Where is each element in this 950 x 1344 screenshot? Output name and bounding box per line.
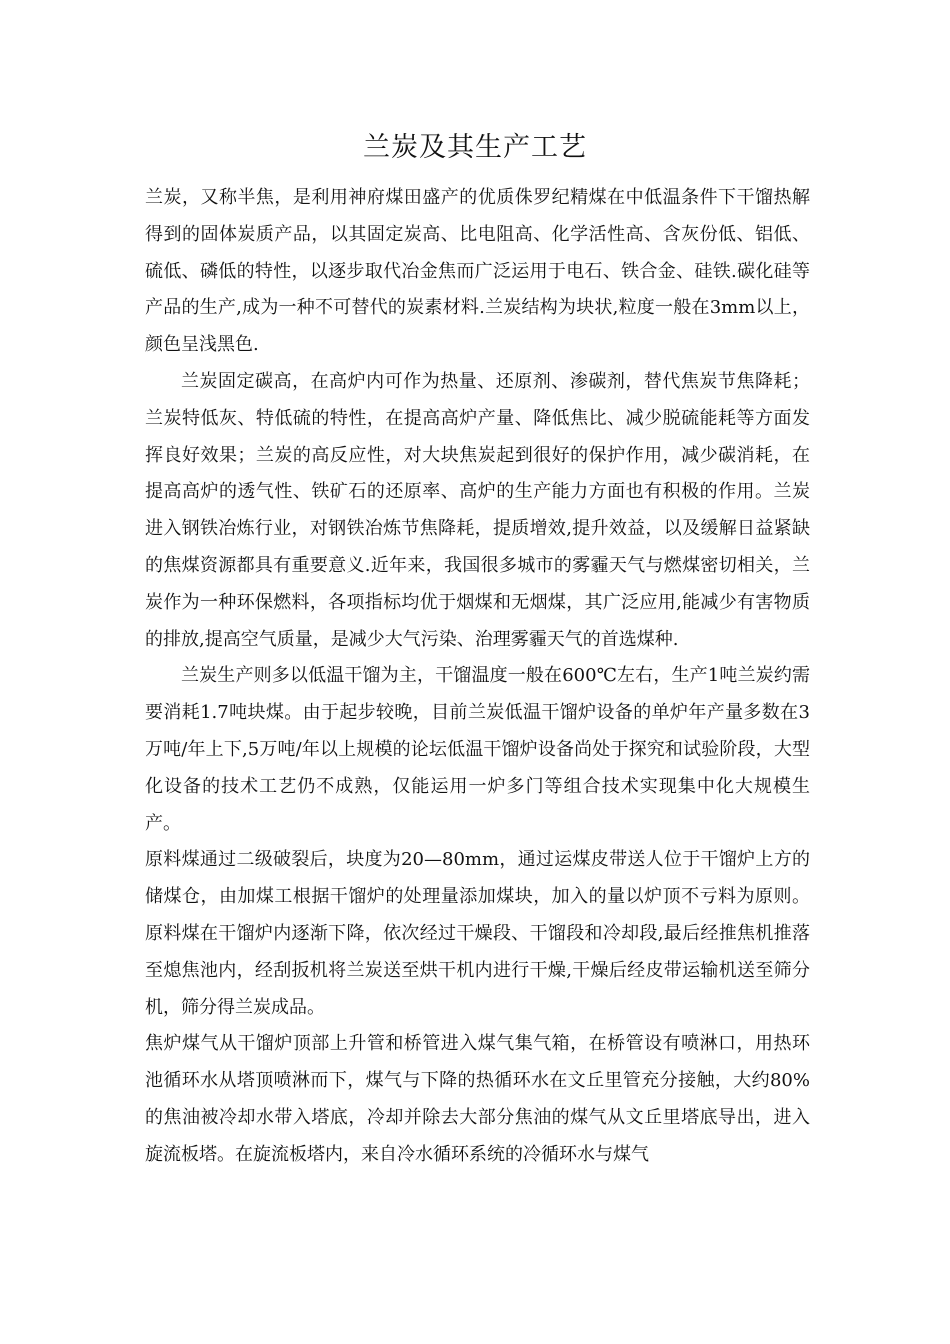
paragraph-raw-coal-process: 原料煤通过二级破裂后，块度为20—80mm，通过运煤皮带送人位于干馏炉上方的储煤仓，由加煤工根据干馏炉的处理量添加煤块，加入的量以炉顶不亏料为原则。原料煤在干馏炉内逐渐下降，依次经过干燥段、干馏段和冷却段,最后经推焦机推落至熄焦池内，经刮扳机将兰炭送至烘干机内进行干燥,干燥后经皮带运输机送至筛分机，筛分得兰炭成品。 [145,849,810,1018]
paragraph-coke-oven-gas: 焦炉煤气从干馏炉顶部上升管和桥管进入煤气集气箱，在桥管设有喷淋口，用热环池循环水从塔顶喷淋而下，煤气与下降的热循环水在文丘里管充分接触，大约80%的焦油被冷却水带入塔底，冷却并除去大部分焦油的煤气从文丘里塔底导出，进入旋流板塔。在旋流板塔内，来自冷水循环系统的冷循环水与煤气 [145,1033,810,1165]
paragraph-intro: 兰炭，又称半焦，是利用神府煤田盛产的优质侏罗纪精煤在中低温条件下干馏热解得到的固体炭质产品，以其固定炭高、比电阻高、化学活性高、含灰份低、铝低、硫低、磷低的特性，以逐步取代冶金焦而广泛运用于电石、铁合金、硅铁.碳化硅等产品的生产,成为一种不可替代的炭素材料.兰炭结构为块状,粒度一般在3mm以上，颜色呈浅黑色. [145,187,810,356]
document-body [145,180,810,1174]
paragraph-production: 兰炭生产则多以低温干馏为主，干馏温度一般在600℃左右，生产1吨兰炭约需要消耗1.7吨块煤。由于起步较晚，目前兰炭低温干馏炉设备的单炉年产量多数在3万吨/年上下,5万吨/年以上规模的论坛低温干馏炉设备尚处于探究和试验阶段，大型化设备的技术工艺仍不成熟，仅能运用一炉多门等组合技术实现集中化大规模生产。 [145,665,810,834]
document-title: 兰炭及其生产工艺 [363,132,587,163]
paragraph-properties: 兰炭固定碳高，在高炉内可作为热量、还原剂、渗碳剂，替代焦炭节焦降耗；兰炭特低灰、特低硫的特性，在提高高炉产量、降低焦比、减少脱硫能耗等方面发挥良好效果；兰炭的高反应性，对大块焦炭起到很好的保护作用，减少碳消耗，在提高高炉的透气性、铁矿石的还原率、高炉的生产能力方面也有积极的作用。兰炭进入钢铁冶炼行业，对钢铁冶炼节焦降耗，提质增效,提升效益，以及缓解日益紧缺的焦煤资源都具有重要意义.近年来，我国很多城市的雾霾天气与燃煤密切相关，兰炭作为一种环保燃料，各项指标均优于烟煤和无烟煤，其广泛应用,能减少有害物质的排放,提高空气质量，是减少大气污染、治理雾霾天气的首选煤种. [145,370,810,650]
